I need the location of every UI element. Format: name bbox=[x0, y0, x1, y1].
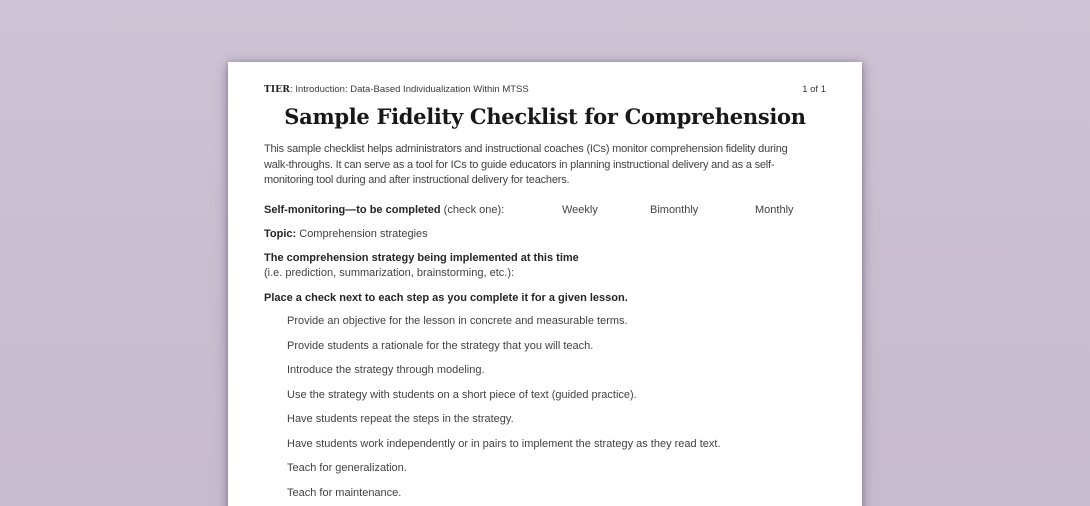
strategy-block bbox=[264, 251, 826, 281]
topic-label: Topic: bbox=[264, 227, 297, 240]
checklist-steps bbox=[264, 314, 826, 501]
strategy-detail: (i.e. prediction, summarization, brainstorming, etc.): bbox=[264, 267, 515, 279]
checklist-step: Use the strategy with students on a short piece of text (guided practice). bbox=[287, 388, 637, 401]
header-course-prefix: TIER bbox=[264, 85, 291, 95]
checklist-step: Teach for maintenance. bbox=[287, 486, 402, 499]
page-number: 1 of 1 bbox=[802, 84, 826, 95]
topic-value: Comprehension strategies bbox=[296, 227, 428, 240]
checklist-step: Provide an objective for the lesson in concrete and measurable terms. bbox=[287, 315, 628, 327]
intro-line: This sample checklist helps administrators and instructional coaches (ICs) monitor comprehension fidelity during bbox=[264, 143, 788, 155]
self-monitoring-row bbox=[264, 203, 826, 217]
checklist-step: Have students work independently or in pairs to implement the strategy as they read text. bbox=[287, 437, 721, 450]
self-monitoring-note: (check one): bbox=[440, 203, 505, 216]
checklist-step: Have students repeat the steps in the strategy. bbox=[287, 413, 514, 425]
strategy-heading: The comprehension strategy being implemented at this time bbox=[264, 251, 579, 264]
checklist-instruction: Place a check next to each step as you complete it for a given lesson. bbox=[264, 292, 628, 304]
checklist-step: Teach for generalization. bbox=[287, 462, 407, 474]
option-bimonthly: Bimonthly bbox=[650, 203, 699, 216]
topic-row bbox=[264, 227, 826, 241]
option-weekly: Weekly bbox=[562, 203, 598, 216]
intro-paragraph bbox=[264, 142, 826, 189]
document-page bbox=[228, 62, 862, 506]
header-course bbox=[264, 84, 529, 95]
option-monthly: Monthly bbox=[755, 203, 794, 216]
checklist-step: Introduce the strategy through modeling. bbox=[287, 364, 485, 376]
intro-line: monitoring tool during and after instructional delivery for teachers. bbox=[264, 174, 570, 186]
document-header bbox=[264, 84, 826, 96]
header-course-text: : Introduction: Data-Based Individualization Within MTSS bbox=[290, 84, 529, 95]
document-title: Sample Fidelity Checklist for Comprehension bbox=[284, 104, 806, 129]
checklist-step: Provide students a rationale for the strategy that you will teach. bbox=[287, 339, 594, 352]
intro-line: walk-throughs. It can serve as a tool for ICs to guide educators in planning instructional delivery and as a self- bbox=[264, 158, 775, 171]
self-monitoring-label: Self-monitoring—to be completed bbox=[264, 203, 441, 216]
